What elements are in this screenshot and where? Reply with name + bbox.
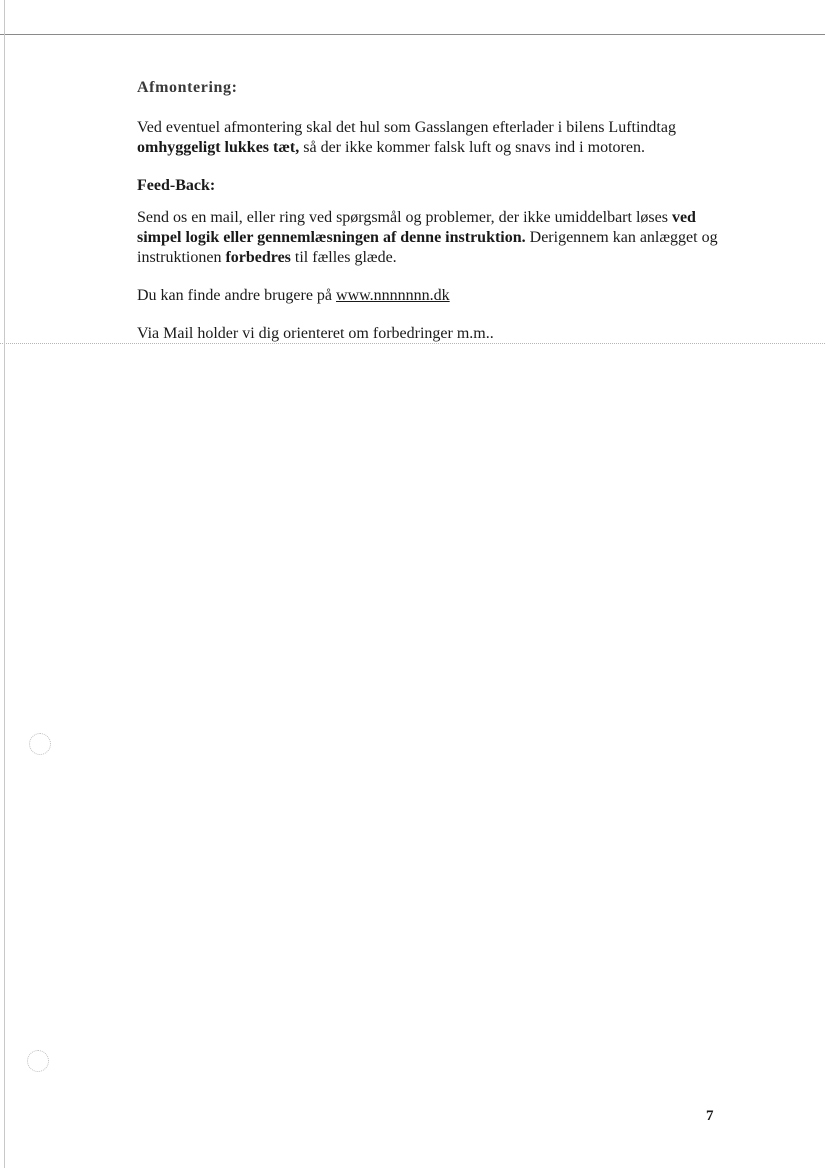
users-paragraph [137,286,727,306]
dismount-paragraph [137,118,727,158]
feedback-text-bold-2: forbedres [225,249,291,266]
scan-edge-line [0,34,825,35]
page-number: 7 [706,1108,714,1124]
feedback-text-3: til fælles glæde. [290,249,397,266]
users-text: Du kan finde andre brugere på [137,287,337,304]
mail-paragraph: Via Mail holder vi dig orienteret om forbedringer m.m.. [137,325,494,342]
scan-left-edge [4,0,5,1168]
document-body [137,78,727,362]
users-website-link[interactable]: www.nnnnnnn.dk [336,287,450,304]
feedback-paragraph [137,208,727,268]
feedback-text-2: Derigennem kan anlægget og instruktionen [137,229,718,266]
feedback-text-bold-1: ved simpel logik eller gennemlæsningen af denne instruktion. [137,209,696,246]
feedback-heading: Feed-Back: [137,177,216,194]
dismount-text-1: Ved eventuel afmontering skal det hul som Gasslangen efterlader i bilens Luftindtag [137,119,676,136]
dismount-text-2: så der ikke kommer falsk luft og snavs ind i motoren. [299,139,645,156]
punch-hole-icon [29,733,51,755]
dismount-heading: Afmontering: [137,79,238,96]
punch-hole-icon [27,1050,49,1072]
feedback-text-1: Send os en mail, eller ring ved spørgsmål og problemer, der ikke umiddelbart løses [137,209,672,226]
dismount-text-bold: omhyggeligt lukkes tæt, [137,139,300,156]
